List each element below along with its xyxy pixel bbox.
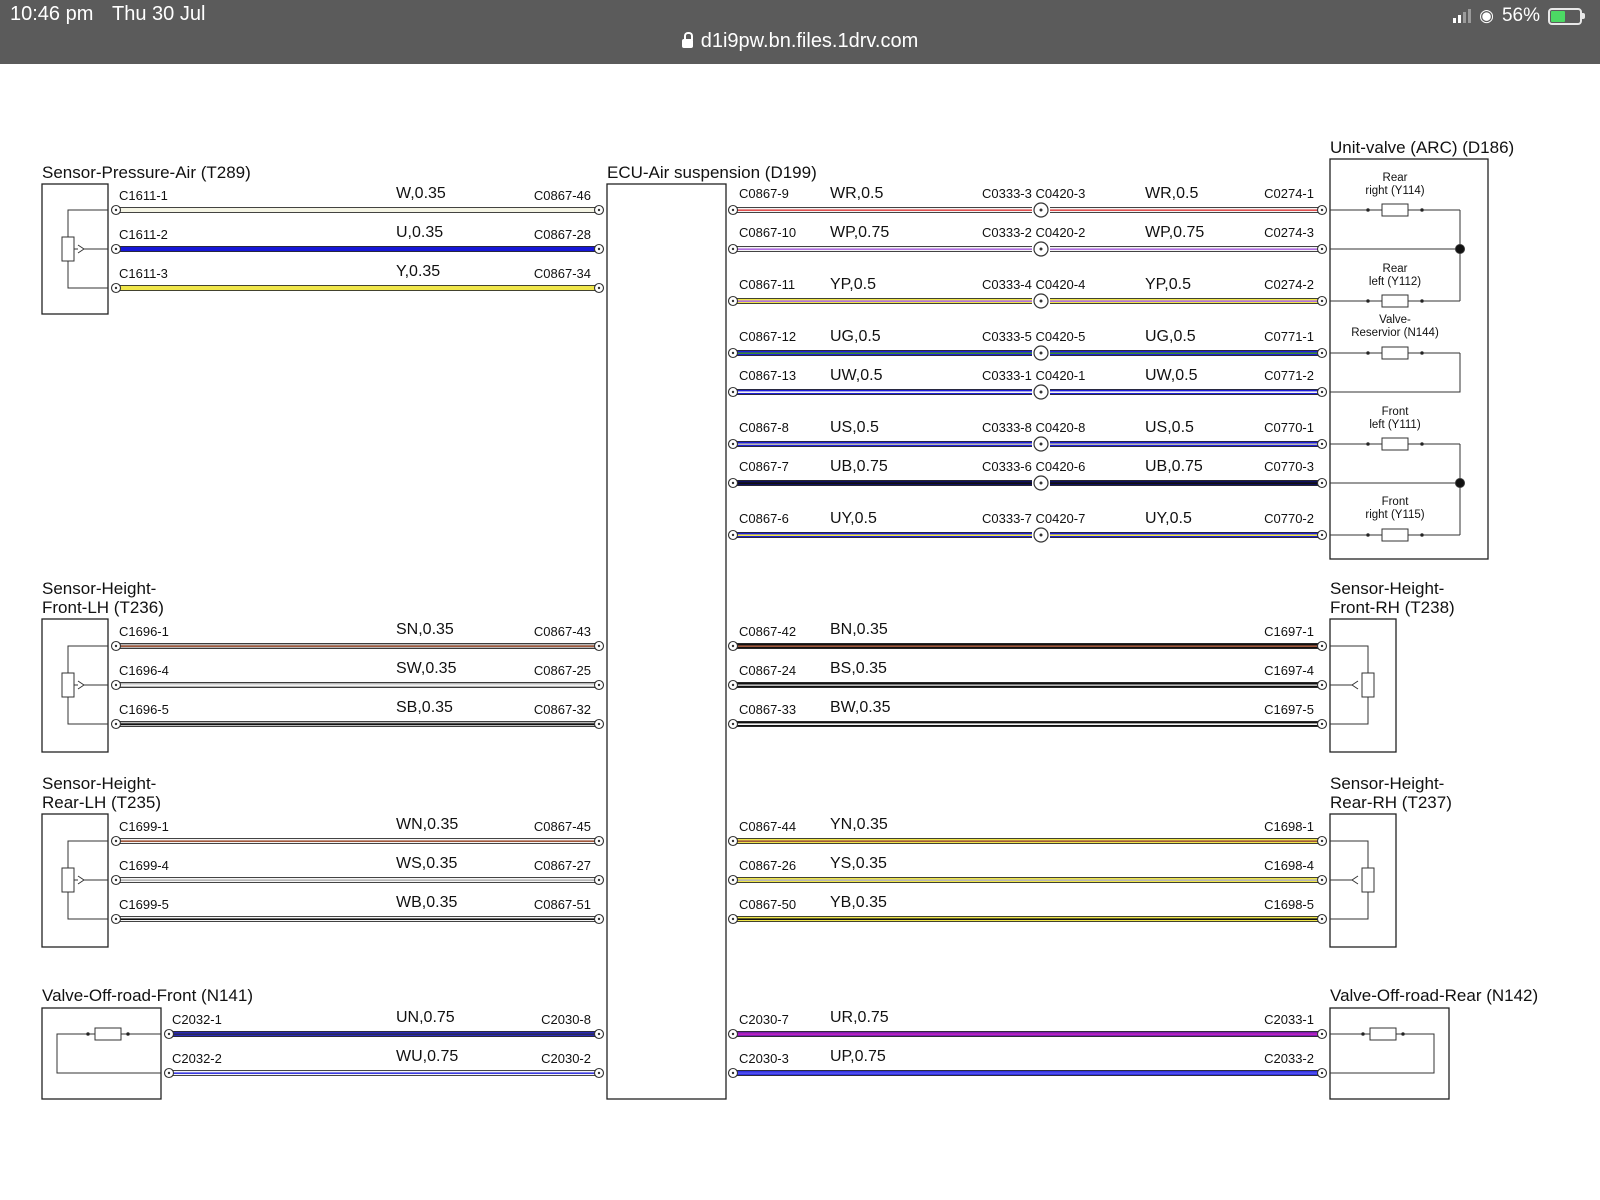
pin-label-c2032-2: C2032-2 bbox=[172, 1051, 222, 1066]
valve-wire-6-inline-label: C0333-8 C0420-8 bbox=[982, 420, 1086, 435]
pin-label-c0867-28: C0867-28 bbox=[533, 227, 591, 242]
pin-c2030-8-dot bbox=[598, 1033, 600, 1035]
offroad-front-dot-b bbox=[127, 1033, 130, 1036]
wire-label-bn-0-35: BN,0.35 bbox=[830, 621, 888, 638]
valve-front-right-label-2: right (Y115) bbox=[1365, 509, 1425, 521]
valve-common-front bbox=[1330, 444, 1460, 535]
height-front-rh-symbol-resistor bbox=[1362, 673, 1374, 697]
height-front-rh-symbol-wiper bbox=[1330, 681, 1358, 689]
pin-c0867-28-dot bbox=[598, 248, 600, 250]
pin-label-c0771-2: C0771-2 bbox=[1264, 368, 1314, 383]
height-front-rh-title: Sensor-Height- bbox=[1330, 579, 1445, 598]
valve-wire-1-label-1: WR,0.5 bbox=[830, 185, 884, 202]
valve-wire-3-label-2: YP,0.5 bbox=[1145, 276, 1191, 293]
pin-label-c0867-32: C0867-32 bbox=[533, 702, 591, 717]
pin-label-c1696-4: C1696-4 bbox=[119, 663, 169, 678]
pin-label-c2030-3-r: C2030-3 bbox=[739, 1051, 789, 1066]
wires bbox=[112, 185, 1327, 1078]
valve-rear-right-coil-dot-b bbox=[1421, 209, 1424, 212]
pin-label-c0867-26-r: C0867-26 bbox=[739, 858, 797, 873]
battery-percent: 56% bbox=[1501, 5, 1540, 26]
pin-label-c0770-2: C0770-2 bbox=[1264, 511, 1314, 526]
pin-c0867-34-dot bbox=[598, 287, 600, 289]
pin-label-c1698-1: C1698-1 bbox=[1264, 819, 1314, 834]
pin-label-c1699-4: C1699-4 bbox=[119, 858, 169, 873]
pin-c0867-13-dot bbox=[732, 391, 734, 393]
inline-connector-2-dot bbox=[1040, 248, 1043, 251]
pin-c1611-3-dot bbox=[115, 287, 117, 289]
pin-c0867-9-dot bbox=[732, 209, 734, 211]
status-bar bbox=[0, 0, 1600, 64]
wire-label-wb-0-35: WB,0.35 bbox=[396, 894, 458, 911]
valve-rear-right-label-2: right (Y114) bbox=[1365, 185, 1425, 197]
valve-rear-right-coil-coil bbox=[1382, 204, 1408, 216]
pin-label-c2033-1: C2033-1 bbox=[1264, 1012, 1314, 1027]
valve-wire-5-label-2: UW,0.5 bbox=[1145, 367, 1198, 384]
pin-label-c0867-50-r: C0867-50 bbox=[739, 897, 797, 912]
pin-label-c0274-1: C0274-1 bbox=[1264, 186, 1314, 201]
pin-label-c2030-7-r: C2030-7 bbox=[739, 1012, 789, 1027]
valve-wire-1-inline-label: C0333-3 C0420-3 bbox=[982, 186, 1086, 201]
pin-label-c0867-33-r: C0867-33 bbox=[739, 702, 797, 717]
offroad-rear-coil bbox=[1370, 1028, 1396, 1040]
pin-label-c1698-5: C1698-5 bbox=[1264, 897, 1314, 912]
valve-wire-5-label-1: UW,0.5 bbox=[830, 367, 883, 384]
pin-c1697-1-dot bbox=[1321, 645, 1323, 647]
pin-c2030-3-r-dot bbox=[732, 1072, 734, 1074]
offroad-front-box bbox=[42, 1008, 161, 1099]
height-front-lh-symbol-wiper bbox=[78, 681, 108, 689]
pressure-sensor-symbol-wiper bbox=[78, 245, 108, 253]
valve-unit-title: Unit-valve (ARC) (D186) bbox=[1330, 138, 1515, 157]
valve-rear-left-coil-dot-b bbox=[1421, 300, 1424, 303]
height-rear-rh-title-2: Rear-RH (T237) bbox=[1330, 793, 1452, 812]
valve-wire-4-label-2: UG,0.5 bbox=[1145, 328, 1196, 345]
valve-wire-4-label-1: UG,0.5 bbox=[830, 328, 881, 345]
valve-wire-6-label-1: US,0.5 bbox=[830, 419, 879, 436]
pin-label-c2033-2: C2033-2 bbox=[1264, 1051, 1314, 1066]
wire-label-up-0-75: UP,0.75 bbox=[830, 1048, 886, 1065]
valve-wire-2-inline-label: C0333-2 C0420-2 bbox=[982, 225, 1086, 240]
offroad-front-coil bbox=[95, 1028, 121, 1040]
pin-c1698-5-dot bbox=[1321, 918, 1323, 920]
inline-connector-5-dot bbox=[1040, 391, 1043, 394]
valve-junction-rear bbox=[1456, 245, 1465, 254]
valve-wire-5-inline-label: C0333-1 C0420-1 bbox=[982, 368, 1086, 383]
pin-c2033-1-dot bbox=[1321, 1033, 1323, 1035]
offroad-rear-box bbox=[1330, 1008, 1449, 1099]
height-rear-rh-symbol-wiper bbox=[1330, 876, 1358, 884]
pin-c0867-25-dot bbox=[598, 684, 600, 686]
pin-label-c1697-1: C1697-1 bbox=[1264, 624, 1314, 639]
pin-c1697-4-dot bbox=[1321, 684, 1323, 686]
valve-wire-6-label-2: US,0.5 bbox=[1145, 419, 1194, 436]
pin-c0867-42-r-dot bbox=[732, 645, 734, 647]
valve-front-right-coil-coil bbox=[1382, 529, 1408, 541]
lock-icon bbox=[682, 39, 693, 48]
url-text[interactable]: d1i9pw.bn.files.1drv.com bbox=[700, 30, 919, 52]
wire-label-yb-0-35: YB,0.35 bbox=[830, 894, 887, 911]
wire-label-w-0-35: W,0.35 bbox=[396, 185, 446, 202]
wire-label-sn-0-35: SN,0.35 bbox=[396, 621, 454, 638]
valve-reservoir-coil-dot-a bbox=[1367, 352, 1370, 355]
pin-label-c1699-5: C1699-5 bbox=[119, 897, 169, 912]
pressure-sensor-title: Sensor-Pressure-Air (T289) bbox=[42, 163, 251, 182]
pin-c0867-27-dot bbox=[598, 879, 600, 881]
valve-reservoir-label-2: Reservior (N144) bbox=[1351, 327, 1439, 339]
valve-front-left-label: Front bbox=[1381, 406, 1409, 418]
pin-label-c0867-25: C0867-25 bbox=[533, 663, 591, 678]
wire-label-bw-0-35: BW,0.35 bbox=[830, 699, 891, 716]
pin-label-c1699-1: C1699-1 bbox=[119, 819, 169, 834]
valve-reservoir-coil-dot-b bbox=[1421, 352, 1424, 355]
inline-connector-7-dot bbox=[1040, 482, 1043, 485]
pin-label-c1611-1: C1611-1 bbox=[119, 188, 168, 203]
offroad-rear-dot-b bbox=[1402, 1033, 1405, 1036]
height-front-lh-title: Sensor-Height- bbox=[42, 579, 157, 598]
wire-label-wn-0-35: WN,0.35 bbox=[396, 816, 459, 833]
height-rear-lh-title: Sensor-Height- bbox=[42, 774, 157, 793]
valve-rear-left-label-2: left (Y112) bbox=[1368, 276, 1422, 288]
pin-c0770-3-dot bbox=[1321, 482, 1323, 484]
height-rear-lh-symbol-wiper bbox=[78, 876, 108, 884]
pin-c0867-50-r-dot bbox=[732, 918, 734, 920]
pin-c0867-6-dot bbox=[732, 534, 734, 536]
wire-label-un-0-75: UN,0.75 bbox=[396, 1009, 455, 1026]
pin-label-c0770-1: C0770-1 bbox=[1264, 420, 1314, 435]
valve-rear-right-coil-dot-a bbox=[1367, 209, 1370, 212]
inline-connector-6-dot bbox=[1040, 443, 1043, 446]
offroad-rear-title: Valve-Off-road-Rear (N142) bbox=[1330, 986, 1539, 1005]
valve-wire-3-label-1: YP,0.5 bbox=[830, 276, 876, 293]
valve-wire-8-label-1: UY,0.5 bbox=[830, 510, 877, 527]
valve-reservoir-coil-coil bbox=[1382, 347, 1408, 359]
pin-label-c2030-2: C2030-2 bbox=[541, 1051, 591, 1066]
height-rear-lh-symbol-resistor bbox=[62, 868, 74, 892]
pin-label-c2030-8: C2030-8 bbox=[541, 1012, 591, 1027]
pin-label-c0867-7: C0867-7 bbox=[739, 459, 789, 474]
address-bar[interactable] bbox=[0, 30, 1600, 53]
wire-label-yn-0-35: YN,0.35 bbox=[830, 816, 888, 833]
pin-c2032-2-dot bbox=[168, 1072, 170, 1074]
inline-connector-8-dot bbox=[1040, 534, 1043, 537]
pin-c0274-1-dot bbox=[1321, 209, 1323, 211]
valve-wire-8-inline-label: C0333-7 C0420-7 bbox=[982, 511, 1086, 526]
valve-front-left-label-2: left (Y111) bbox=[1369, 419, 1421, 431]
wire-label-ur-0-75: UR,0.75 bbox=[830, 1009, 889, 1026]
pin-c0867-12-dot bbox=[732, 352, 734, 354]
pin-c2030-7-r-dot bbox=[732, 1033, 734, 1035]
valve-rear-right-label: Rear bbox=[1382, 172, 1408, 184]
wire-label-bs-0-35: BS,0.35 bbox=[830, 660, 887, 677]
pin-c2030-2-dot bbox=[598, 1072, 600, 1074]
valve-front-left-coil-dot-b bbox=[1421, 443, 1424, 446]
status-indicators bbox=[1453, 3, 1582, 29]
pin-c0867-8-dot bbox=[732, 443, 734, 445]
wifi-icon: ◉ bbox=[1479, 6, 1494, 25]
battery-icon bbox=[1548, 8, 1582, 25]
pin-label-c0867-34: C0867-34 bbox=[533, 266, 591, 281]
wire-label-y-0-35: Y,0.35 bbox=[396, 263, 441, 280]
valve-wire-7-label-1: UB,0.75 bbox=[830, 458, 888, 475]
height-rear-rh-symbol-resistor bbox=[1362, 868, 1374, 892]
pin-label-c0867-44-r: C0867-44 bbox=[739, 819, 797, 834]
wire-label-sw-0-35: SW,0.35 bbox=[396, 660, 457, 677]
offroad-rear-dot-a bbox=[1362, 1033, 1365, 1036]
pin-label-c0867-13: C0867-13 bbox=[739, 368, 797, 383]
pin-c0771-2-dot bbox=[1321, 391, 1323, 393]
pin-label-c2032-1: C2032-1 bbox=[172, 1012, 222, 1027]
ecu-title: ECU-Air suspension (D199) bbox=[607, 163, 817, 182]
pin-c0274-3-dot bbox=[1321, 248, 1323, 250]
valve-wire-7-label-2: UB,0.75 bbox=[1145, 458, 1203, 475]
pin-c0867-44-r-dot bbox=[732, 840, 734, 842]
pin-c1698-4-dot bbox=[1321, 879, 1323, 881]
pin-c1697-5-dot bbox=[1321, 723, 1323, 725]
pin-c1698-1-dot bbox=[1321, 840, 1323, 842]
pin-c0867-33-r-dot bbox=[732, 723, 734, 725]
pin-c0770-2-dot bbox=[1321, 534, 1323, 536]
pin-c1699-5-dot bbox=[115, 918, 117, 920]
wire-label-u-0-35: U,0.35 bbox=[396, 224, 444, 241]
pin-label-c0867-51: C0867-51 bbox=[533, 897, 591, 912]
pin-label-c0770-3: C0770-3 bbox=[1264, 459, 1314, 474]
pin-c0867-46-dot bbox=[598, 209, 600, 211]
pin-c0867-43-dot bbox=[598, 645, 600, 647]
pin-c1696-5-dot bbox=[115, 723, 117, 725]
pin-label-c0867-45: C0867-45 bbox=[533, 819, 591, 834]
pin-label-c1696-1: C1696-1 bbox=[119, 624, 169, 639]
valve-wire-2-label-2: WP,0.75 bbox=[1145, 224, 1205, 241]
pin-label-c1697-4: C1697-4 bbox=[1264, 663, 1314, 678]
pin-label-c0274-3: C0274-3 bbox=[1264, 225, 1314, 240]
pin-label-c0867-10: C0867-10 bbox=[739, 225, 797, 240]
pin-c0867-7-dot bbox=[732, 482, 734, 484]
pin-c0867-45-dot bbox=[598, 840, 600, 842]
valve-wire-8-label-2: UY,0.5 bbox=[1145, 510, 1192, 527]
pin-label-c0771-1: C0771-1 bbox=[1264, 329, 1314, 344]
pin-c1696-1-dot bbox=[115, 645, 117, 647]
valve-wire-4-inline-label: C0333-5 C0420-5 bbox=[982, 329, 1086, 344]
pin-c1611-2-dot bbox=[115, 248, 117, 250]
wiring-diagram bbox=[0, 64, 1600, 1200]
pin-label-c1611-2: C1611-2 bbox=[119, 227, 168, 242]
inline-connector-3-dot bbox=[1040, 300, 1043, 303]
pin-label-c1698-4: C1698-4 bbox=[1264, 858, 1314, 873]
height-front-rh-title-2: Front-RH (T238) bbox=[1330, 598, 1455, 617]
pin-label-c0867-42-r: C0867-42 bbox=[739, 624, 797, 639]
pin-label-c0867-27: C0867-27 bbox=[533, 858, 591, 873]
pin-c0274-2-dot bbox=[1321, 300, 1323, 302]
pin-label-c0867-24-r: C0867-24 bbox=[739, 663, 797, 678]
pin-label-c1611-3: C1611-3 bbox=[119, 266, 168, 281]
valve-rear-left-coil-dot-a bbox=[1367, 300, 1370, 303]
ecu-box bbox=[607, 184, 726, 1099]
inline-connector-4-dot bbox=[1040, 352, 1043, 355]
valve-rear-left-coil-coil bbox=[1382, 295, 1408, 307]
pin-label-c0867-46: C0867-46 bbox=[533, 188, 591, 203]
pin-label-c0867-11: C0867-11 bbox=[739, 277, 796, 292]
pin-c2033-2-dot bbox=[1321, 1072, 1323, 1074]
pin-label-c0867-9: C0867-9 bbox=[739, 186, 789, 201]
pin-c0867-11-dot bbox=[732, 300, 734, 302]
pin-c2032-1-dot bbox=[168, 1033, 170, 1035]
pin-label-c0274-2: C0274-2 bbox=[1264, 277, 1314, 292]
valve-front-left-coil-dot-a bbox=[1367, 443, 1370, 446]
offroad-front-title: Valve-Off-road-Front (N141) bbox=[42, 986, 253, 1005]
valve-rear-left-label: Rear bbox=[1382, 263, 1408, 275]
pin-label-c0867-8: C0867-8 bbox=[739, 420, 789, 435]
offroad-front-dot-a bbox=[87, 1033, 90, 1036]
pin-c1696-4-dot bbox=[115, 684, 117, 686]
height-front-lh-title-2: Front-LH (T236) bbox=[42, 598, 164, 617]
pin-c0867-26-r-dot bbox=[732, 879, 734, 881]
pin-c1699-1-dot bbox=[115, 840, 117, 842]
height-front-lh-symbol-resistor bbox=[62, 673, 74, 697]
wire-label-ws-0-35: WS,0.35 bbox=[396, 855, 458, 872]
height-rear-lh-title-2: Rear-LH (T235) bbox=[42, 793, 162, 812]
status-time: 10:46 pm bbox=[10, 3, 94, 25]
valve-front-right-coil-dot-b bbox=[1421, 534, 1424, 537]
valve-unit-box bbox=[1330, 159, 1488, 559]
valve-junction-front bbox=[1456, 479, 1465, 488]
wire-label-wu-0-75: WU,0.75 bbox=[396, 1048, 459, 1065]
pin-c1699-4-dot bbox=[115, 879, 117, 881]
pin-c0867-10-dot bbox=[732, 248, 734, 250]
pin-label-c0867-6: C0867-6 bbox=[739, 511, 789, 526]
pin-c0770-1-dot bbox=[1321, 443, 1323, 445]
inline-connector-1-dot bbox=[1040, 209, 1043, 212]
pin-label-c0867-12: C0867-12 bbox=[739, 329, 797, 344]
wire-label-sb-0-35: SB,0.35 bbox=[396, 699, 453, 716]
pin-c0867-24-r-dot bbox=[732, 684, 734, 686]
pin-label-c1696-5: C1696-5 bbox=[119, 702, 169, 717]
pressure-sensor-symbol-resistor bbox=[62, 237, 74, 261]
valve-wire-3-inline-label: C0333-4 C0420-4 bbox=[982, 277, 1086, 292]
pin-c0867-32-dot bbox=[598, 723, 600, 725]
valve-front-right-coil-dot-a bbox=[1367, 534, 1370, 537]
pin-label-c1697-5: C1697-5 bbox=[1264, 702, 1314, 717]
pin-c1611-1-dot bbox=[115, 209, 117, 211]
valve-wire-7-inline-label: C0333-6 C0420-6 bbox=[982, 459, 1086, 474]
valve-front-left-coil-coil bbox=[1382, 438, 1408, 450]
wire-label-ys-0-35: YS,0.35 bbox=[830, 855, 887, 872]
height-rear-rh-title: Sensor-Height- bbox=[1330, 774, 1445, 793]
valve-wire-2-label-1: WP,0.75 bbox=[830, 224, 890, 241]
signal-icon bbox=[1453, 9, 1471, 23]
valve-wire-1-label-2: WR,0.5 bbox=[1145, 185, 1199, 202]
pin-c0771-1-dot bbox=[1321, 352, 1323, 354]
pin-c0867-51-dot bbox=[598, 918, 600, 920]
status-date: Thu 30 Jul bbox=[112, 3, 206, 25]
valve-front-right-label: Front bbox=[1381, 496, 1409, 508]
pin-label-c0867-43: C0867-43 bbox=[533, 624, 591, 639]
valve-reservoir-label: Valve- bbox=[1379, 314, 1411, 326]
